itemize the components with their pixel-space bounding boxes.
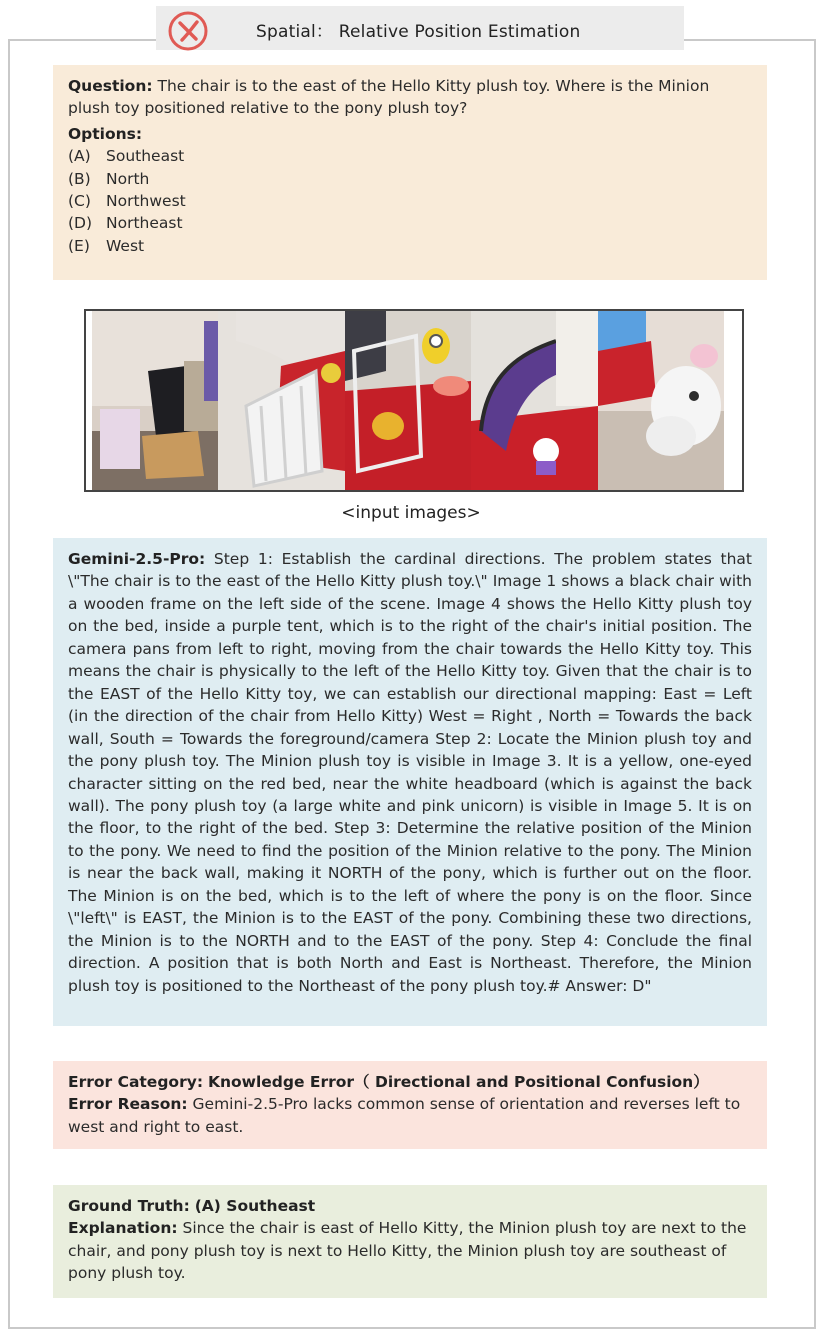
title-bar <box>156 6 684 50</box>
input-image-4 <box>471 311 598 490</box>
error-category-label: Error Category: <box>68 1073 204 1091</box>
explanation-label: Explanation: <box>68 1219 178 1238</box>
question-label: Question: <box>68 77 153 95</box>
page-title: Spatial： Relative Position Estimation <box>256 22 581 42</box>
option-c: (C) Northwest <box>68 192 186 211</box>
error-reason-text: Gemini-2.5-Pro lacks common sense of orientation and reverses left to west and right to east. <box>68 1095 741 1136</box>
model-label: Gemini-2.5-Pro: <box>68 550 206 568</box>
ground-truth-label: Ground Truth: <box>68 1197 190 1215</box>
question-text <box>68 75 752 120</box>
error-panel <box>53 1061 767 1149</box>
input-image-1 <box>92 311 218 490</box>
ground-truth-panel <box>53 1185 767 1298</box>
option-b: (B) North <box>68 169 150 188</box>
input-images-strip <box>84 309 744 492</box>
question-panel <box>53 65 767 280</box>
error-reason-label: Error Reason: <box>68 1095 188 1114</box>
input-image-3 <box>345 311 471 490</box>
options-label: Options: <box>68 124 143 143</box>
model-answer-text: Step 1: Establish the cardinal directions. The problem states that \"The chair is to the east of the Hello Kitty plush toy.\" Image 1 shows a black chair with a wooden frame on the left side of the scene. Image 4 shows the Hello Kitty plush toy on the bed, inside a purple tent, which is to the right of the chair's initial position. The camera pans from left to right, moving from the chair towards the Hello Kitty toy. This means the chair is physically to the left of the Hello Kitty toy. Given that the chair is to the EAST of the Hello Kitty toy, we can establish our directional mapping: East = Left (in the direction of the chair from Hello Kitty) West = Right , North = Towards the back wall, South = Towards the foreground/camera Step 2: Locate the Minion plush toy and the pony plush toy. The Minion plush toy is visible in Image 3. It is a yellow, one-eyed character sitting on the red bed, near the white headboard (which is against the back wall). The pony plush toy (a large white and pink unicorn) is visible in Image 5. It is on the floor, to the right of the bed. Step 3: Determine the relative position of the Minion to the pony. We need to find the position of the Minion relative to the pony. The Minion is near the back wall, making it NORTH of the pony, which is further out on the floor. The Minion is on the bed, which is to the left of where the pony is on the floor. Since \"left\" is EAST, the Minion is to the EAST of the pony. Combining these two directions, the Minion is to the NORTH and to the EAST of the pony. Step 4: Conclude the final direction. A position that is both North and East is Northeast. Therefore, the Minion plush toy is positioned to the Northeast of the pony plush toy.# Answer: D" <box>68 550 752 995</box>
images-caption: <input images> <box>341 503 481 523</box>
option-a: (A) Southeast <box>68 147 185 166</box>
explanation-text: Since the chair is east of Hello Kitty, the Minion plush toy are next to the chair, and pony plush toy is next to Hello Kitty, the Minion plush toy are southeast of pony plush toy. <box>68 1219 747 1283</box>
input-image-2 <box>218 311 345 490</box>
question-body: The chair is to the east of the Hello Kitty plush toy. Where is the Minion plush toy positioned relative to the pony plush toy? <box>68 77 710 118</box>
cross-mark-icon <box>168 10 210 52</box>
model-answer-panel <box>53 538 767 1026</box>
option-list <box>68 145 752 257</box>
input-image-5 <box>598 311 724 490</box>
ground-truth-value: (A) Southeast <box>194 1197 316 1215</box>
option-d: (D) Northeast <box>68 214 183 233</box>
error-category-value: Knowledge Error（ Directional and Positional Confusion） <box>207 1073 709 1091</box>
option-e: (E) West <box>68 236 145 255</box>
